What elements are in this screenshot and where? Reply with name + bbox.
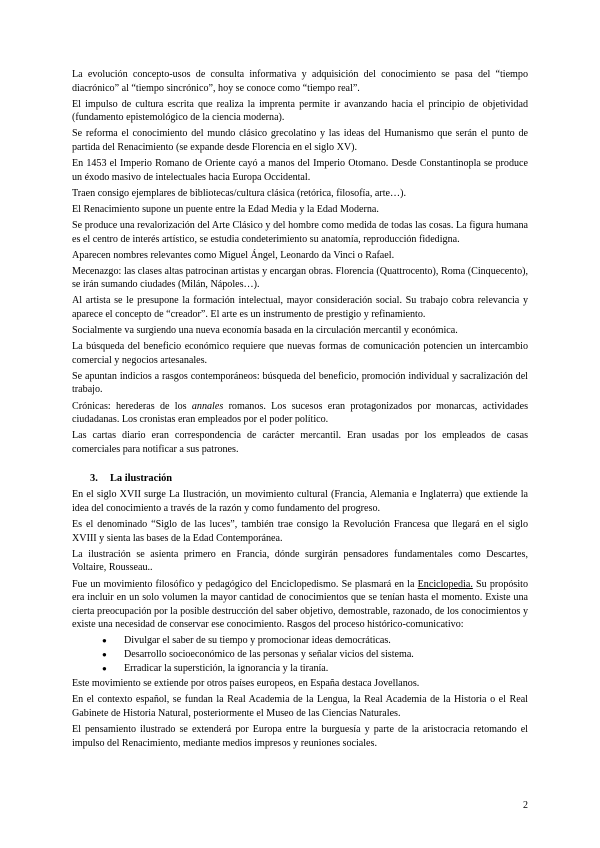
- paragraph-enciclopedismo: Fue un movimiento filosófico y pedagógico del Enciclopedismo. Se plasmará en la Enciclopedia. Su propósito era incluir en un solo volumen la mayor cantidad de conocimientos que se tenían hasta el momento. Existe una cierta preocupación por la posible destrucción del saber objetivo, demostrable, razonado, de los conocimientos y existe una necesidad de conservar ese conocimiento. Rasgos del proceso histórico-comunicativo:: [72, 578, 529, 631]
- paragraph: La evolución concepto-usos de consulta informativa y adquisición del conocimiento se pasa del “tiempo diacrónico” al “tiempo sincrónico”, hoy se conoce como “tiempo real”.: [72, 69, 528, 94]
- section-heading: 3. La ilustración: [90, 473, 173, 485]
- paragraph: Este movimiento se extiende por otros países europeos, en España destaca Jovellanos.: [72, 678, 420, 690]
- paragraph: La ilustración se asienta primero en Francia, dónde surgirán pensadores fundamentales como Descartes, Voltaire, Rousseau..: [72, 548, 528, 574]
- paragraph: La búsqueda del beneficio económico requiere que nuevas formas de comunicación potencien un intercambio comercial y negocios artesanales.: [72, 341, 528, 366]
- paragraph: En el contexto español, se fundan la Real Academia de la Lengua, la Real Academia de la Historia o el Real Gabinete de Historia Natural, posteriormente el Museo de las Ciencias Naturales.: [72, 694, 528, 719]
- illustration-paragraphs: [72, 488, 528, 575]
- paragraph-cronicas: Crónicas: herederas de los annales romanos. Los sucesos eran protagonizados por monarcas, actividades ciudadanas. Los cronistas eran empleados por el poder político.: [72, 400, 529, 426]
- paragraph: Al artista se le presupone la formación intelectual, mayor consideración social. Su trabajo cobra relevancia y aparece el concepto de “creador”. El arte es un instrumento de prestigio y refinamiento.: [72, 295, 528, 320]
- paragraph-cartas: Las cartas diario eran correspondencia de carácter mercantil. Eran usadas por los empleados de casas comerciales para notificar a sus patrones.: [72, 430, 528, 455]
- paragraph: El pensamiento ilustrado se extenderá por Europa entre la burguesía y parte de la aristocracia retomando el impulso del Renacimiento, mediante medios impresos y reuniones sociales.: [72, 723, 528, 749]
- paragraph: En 1453 el Imperio Romano de Oriente cayó a manos del Imperio Otomano. Desde Constantinopla se produce un éxodo masivo de intelectuales hacia Europa Occidental.: [72, 158, 528, 183]
- list-item: ● Erradicar la superstición, la ignorancia y la tiranía.: [110, 662, 528, 676]
- paragraph: El Renacimiento supone un puente entre la Edad Media y la Edad Moderna.: [72, 203, 379, 215]
- page-number: 2: [523, 800, 528, 811]
- list-item: ● Desarrollo socioeconómico de las personas y señalar vicios del sistema.: [110, 648, 528, 662]
- document-body: [72, 68, 528, 753]
- paragraph: Traen consigo ejemplares de bibliotecas/cultura clásica (retórica, filosofía, arte…).: [72, 187, 406, 199]
- paragraph: Se reforma el conocimiento del mundo clásico grecolatino y las ideas del Humanismo que serán el punto de partida del Renacimiento (se expande desde Florencia en el siglo XV).: [72, 128, 528, 153]
- paragraph: Es el denominado “Siglo de las luces”, también trae consigo la Revolución Francesa que llegará en el siglo XVIII y sienta las bases de la Edad Contemporánea.: [72, 519, 528, 544]
- paragraph: Se produce una revalorización del Arte Clásico y del hombre como medida de todas las cosas. La figura humana es el centro de interés artístico, se estudia condeterimiento su anatomía, reproducción fidedigna.: [72, 219, 528, 245]
- bullet-list: [72, 634, 528, 675]
- paragraph: Mecenazgo: las clases altas patrocinan artistas y encargan obras. Florencia (Quattrocento), Roma (Cinquecento), se irán sumando ciudades (Milán, Nápoles…).: [72, 265, 528, 291]
- paragraph: El impulso de cultura escrita que realiza la imprenta permite ir avanzando hacia el principio de objetividad (fundamento epistemológico de la ciencia moderna).: [72, 98, 528, 124]
- list-item: ● Divulgar el saber de su tiempo y promocionar ideas democráticas.: [110, 634, 528, 648]
- paragraph: En el siglo XVII surge La Ilustración, un movimiento cultural (Francia, Alemania e Inglaterra) que extiende la idea del conocimiento a través de la razón y como fundamento del progreso.: [72, 489, 528, 515]
- intro-paragraphs: [72, 68, 528, 397]
- paragraph: Socialmente va surgiendo una nueva economía basada en la circulación mercantil y económica.: [72, 325, 458, 337]
- paragraph: Se apuntan indicios a rasgos contemporáneos: búsqueda del beneficio, promoción individual y sacralización del trabajo.: [72, 370, 528, 396]
- paragraph: Aparecen nombres relevantes como Miguel Ángel, Leonardo da Vinci o Rafael.: [72, 249, 395, 261]
- closing-paragraphs: [72, 677, 528, 750]
